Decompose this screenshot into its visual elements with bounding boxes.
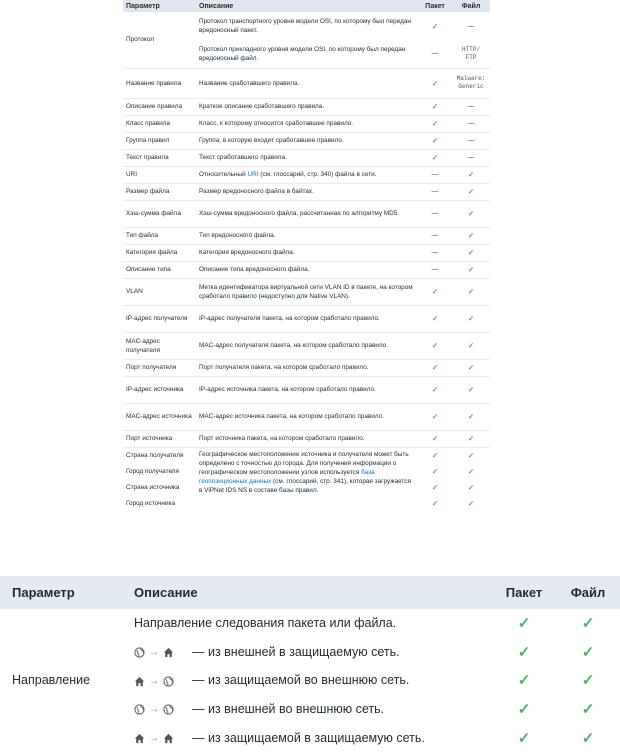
file-cell: ✓ [452, 200, 490, 227]
param-cell: Размер файла [123, 183, 196, 200]
table-row-geo [123, 447, 490, 463]
arrow-right-icon: → [149, 733, 159, 745]
param-cell: Текст правила [123, 149, 196, 166]
direction-icons [134, 704, 192, 715]
packet-cell: ✓ [431, 482, 439, 492]
file-cell: ✓ [452, 430, 490, 447]
table-row [123, 430, 490, 447]
param-cell: MAC-адрес источника [123, 403, 196, 430]
packet-cell: — [418, 166, 452, 183]
file-cell: ✓ [452, 332, 490, 359]
param-cell: Хэш-сумма файла [123, 200, 196, 227]
param-cell: Город получателя [126, 467, 179, 475]
header-file: Файл [556, 577, 620, 609]
packet-cell: ✓ [418, 430, 452, 447]
desc-cell: IP-адрес источника пакета, на котором сработало правило. [196, 376, 418, 403]
table-row [123, 244, 490, 261]
header-row [123, 0, 490, 12]
desc-cell [122, 666, 492, 695]
home-icon [134, 733, 145, 744]
file-cell: — [452, 98, 490, 115]
desc-cell: Категория вредоносного файла. [196, 244, 418, 261]
file-cell: ✓ [581, 643, 595, 661]
header-param: Параметр [0, 577, 122, 609]
desc-cell: IP-адрес получателя пакета, на котором сработало правило. [196, 305, 418, 332]
table-row [123, 227, 490, 244]
packet-cell: ✓ [418, 278, 452, 305]
table-row-direction-intro [0, 609, 620, 638]
arrow-right-icon: → [149, 704, 159, 716]
file-cell: ✓ [452, 227, 490, 244]
direction-icons [134, 647, 192, 658]
param-cell: Порт источника [123, 430, 196, 447]
file-cell: — [452, 115, 490, 132]
globe-icon [163, 676, 174, 687]
desc-text: (см. глоссарий, стр. 341), которая загружается в ViPNet IDS NS в составе базы правил. [199, 477, 411, 494]
file-cell: ✓ [452, 183, 490, 200]
param-cell: Протокол [123, 12, 196, 68]
file-cell: ✓ [581, 701, 595, 719]
home-icon [134, 676, 145, 687]
file-cell: HTTP/ FTP [452, 40, 490, 68]
file-cell: ✓ [467, 450, 475, 460]
table-row [123, 149, 490, 166]
param-cell: Описание типа [123, 261, 196, 278]
parameters-table-small [123, 0, 490, 511]
geo-database-link[interactable]: база геопозиционных данных [199, 468, 375, 485]
packet-cell: ✓ [418, 305, 452, 332]
table-row [123, 332, 490, 359]
file-cell: ✓ [452, 261, 490, 278]
file-cell: ✓ [452, 376, 490, 403]
table-row-uri [123, 166, 490, 183]
file-cell: ✓ [556, 724, 620, 752]
desc-cell [122, 724, 492, 752]
desc-cell: Направление следования пакета или файла. [134, 615, 397, 630]
table-row [123, 278, 490, 305]
table-row [123, 403, 490, 430]
packet-cell: ✓ [418, 68, 452, 98]
desc-cell: Хэш-сумма вредоносного файла, рассчитанная по алгоритму MD5. [196, 200, 418, 227]
direction-text: — из защищаемой в защищаемую сеть. [192, 730, 425, 745]
file-cell: — [452, 132, 490, 149]
param-cell: VLAN [123, 278, 196, 305]
header-desc: Описание [196, 0, 418, 12]
desc-text: (см. глоссарий, стр. 340) файла в сети. [258, 171, 377, 178]
table-row [123, 305, 490, 332]
desc-cell: Класс, к которому относится сработавшее правило. [196, 115, 418, 132]
uri-glossary-link[interactable]: URI [247, 171, 259, 178]
table-row [123, 183, 490, 200]
desc-cell [122, 637, 492, 666]
packet-cell: ✓ [418, 149, 452, 166]
home-icon [163, 733, 174, 744]
packet-cell: ✓ [517, 672, 531, 690]
header-packet: Пакет [492, 577, 556, 609]
file-cell: Malware: Generic [452, 68, 490, 98]
param-cell: Описание правила [123, 98, 196, 115]
header-packet: Пакет [418, 0, 452, 12]
file-cell: ✓ [452, 278, 490, 305]
packet-cell: — [418, 244, 452, 261]
param-cell: IP-адрес получателя [123, 305, 196, 332]
file-cell: ✓ [452, 403, 490, 430]
file-cell: ✓ [452, 359, 490, 376]
param-cell: Страна получателя [126, 451, 184, 459]
direction-text: — из защищаемой во внешнюю сеть. [192, 673, 410, 688]
param-cell: Страна источника [126, 483, 180, 491]
desc-cell [196, 447, 418, 511]
packet-cell: ✓ [418, 359, 452, 376]
desc-cell: Размер вредоносного файла в байтах. [196, 183, 418, 200]
file-cell: ✓ [467, 466, 475, 476]
packet-cell: ✓ [431, 450, 439, 460]
packet-cell: — [418, 183, 452, 200]
file-cell: ✓ [467, 482, 475, 492]
globe-icon [134, 647, 145, 658]
param-cell: Направление [12, 673, 91, 688]
param-cell: Город источника [126, 499, 176, 507]
param-cell: IP-адрес источника [123, 376, 196, 403]
file-cell: ✓ [581, 672, 595, 690]
desc-cell: Группа, в которую входит сработавшее правило. [196, 132, 418, 149]
packet-cell: ✓ [418, 332, 452, 359]
packet-cell: — [418, 40, 452, 68]
header-row [0, 577, 620, 609]
file-cell: ✓ [452, 166, 490, 183]
packet-cell: ✓ [431, 498, 439, 508]
direction-table [0, 576, 620, 752]
param-cell: Группа правил [123, 132, 196, 149]
packet-cell: ✓ [431, 466, 439, 476]
desc-cell: Порт источника пакета, на котором сработало правило. [196, 430, 418, 447]
direction-icons [134, 733, 192, 744]
direction-icons [134, 676, 192, 687]
file-cell: ✓ [581, 614, 595, 632]
packet-cell: ✓ [418, 115, 452, 132]
header-param: Параметр [123, 0, 196, 12]
param-cell: Категория файла [123, 244, 196, 261]
table-row [123, 359, 490, 376]
file-cell: ✓ [467, 498, 475, 508]
packet-cell: ✓ [517, 701, 531, 719]
globe-icon [134, 704, 145, 715]
desc-cell: Метка идентификатора виртуальной сети VLAN ID в пакете, на котором сработало правило (недоступно для Native VLAN). [196, 278, 418, 305]
param-cell: Тип файла [123, 227, 196, 244]
param-cell: MAC-адрес получателя [123, 332, 196, 359]
table-row [123, 200, 490, 227]
file-cell: — [452, 149, 490, 166]
desc-cell: Протокол транспортного уровня модели OSI, по которому был передан вредоносный пакет. [199, 18, 411, 34]
packet-cell: ✓ [517, 614, 531, 632]
desc-cell: Краткое описание сработавшего правила. [196, 98, 418, 115]
desc-cell: Описание типа вредоносного файла. [196, 261, 418, 278]
direction-text: — из внешней во внешнюю сеть. [192, 702, 385, 717]
desc-cell: Текст сработавшего правила. [196, 149, 418, 166]
param-cell: URI [123, 166, 196, 183]
desc-text: Географическое местоположение источника и получателя может быть определено с точностью до города. Для получения информации о географическом местоположении узлов используется [199, 450, 409, 476]
file-cell: ✓ [452, 305, 490, 332]
home-icon [163, 647, 174, 658]
table-row [123, 261, 490, 278]
table-row [123, 115, 490, 132]
desc-cell [122, 695, 492, 724]
packet-cell: ✓ [418, 98, 452, 115]
desc-cell: MAC-адрес получателя пакета, на котором сработало правило. [196, 332, 418, 359]
table-row [123, 98, 490, 115]
packet-cell: ✓ [492, 724, 556, 752]
desc-cell: Протокол прикладного уровня модели OSI, по которому был передан вредоносный файл. [196, 40, 418, 68]
table-row [123, 68, 490, 98]
desc-cell: MAC-адрес источника пакета, на котором сработало правило. [196, 403, 418, 430]
packet-cell: ✓ [418, 132, 452, 149]
file-cell: — [467, 22, 475, 30]
arrow-right-icon: → [149, 675, 159, 687]
packet-cell: ✓ [431, 21, 439, 31]
globe-icon [163, 704, 174, 715]
param-cell: Класс правила [123, 115, 196, 132]
header-desc: Описание [122, 577, 492, 609]
file-cell: ✓ [452, 244, 490, 261]
header-file: Файл [452, 0, 490, 12]
desc-cell [196, 166, 418, 183]
packet-cell: — [418, 261, 452, 278]
packet-cell: ✓ [418, 403, 452, 430]
arrow-right-icon: → [149, 646, 159, 658]
desc-cell: Порт получателя пакета, на котором сработало правило. [196, 359, 418, 376]
packet-cell: ✓ [517, 643, 531, 661]
table-row [123, 376, 490, 403]
direction-text: — из внешней в защищаемую сеть. [192, 644, 400, 659]
param-cell: Порт получателя [123, 359, 196, 376]
packet-cell: ✓ [418, 376, 452, 403]
table-row [123, 132, 490, 149]
desc-text: Относительный [199, 171, 248, 178]
param-cell: Название правила [123, 68, 196, 98]
table-row-protocol-1 [123, 12, 490, 40]
desc-cell: Тип вредоносного файла. [196, 227, 418, 244]
desc-cell: Название сработавшего правила. [196, 68, 418, 98]
packet-cell: — [418, 200, 452, 227]
packet-cell: — [418, 227, 452, 244]
